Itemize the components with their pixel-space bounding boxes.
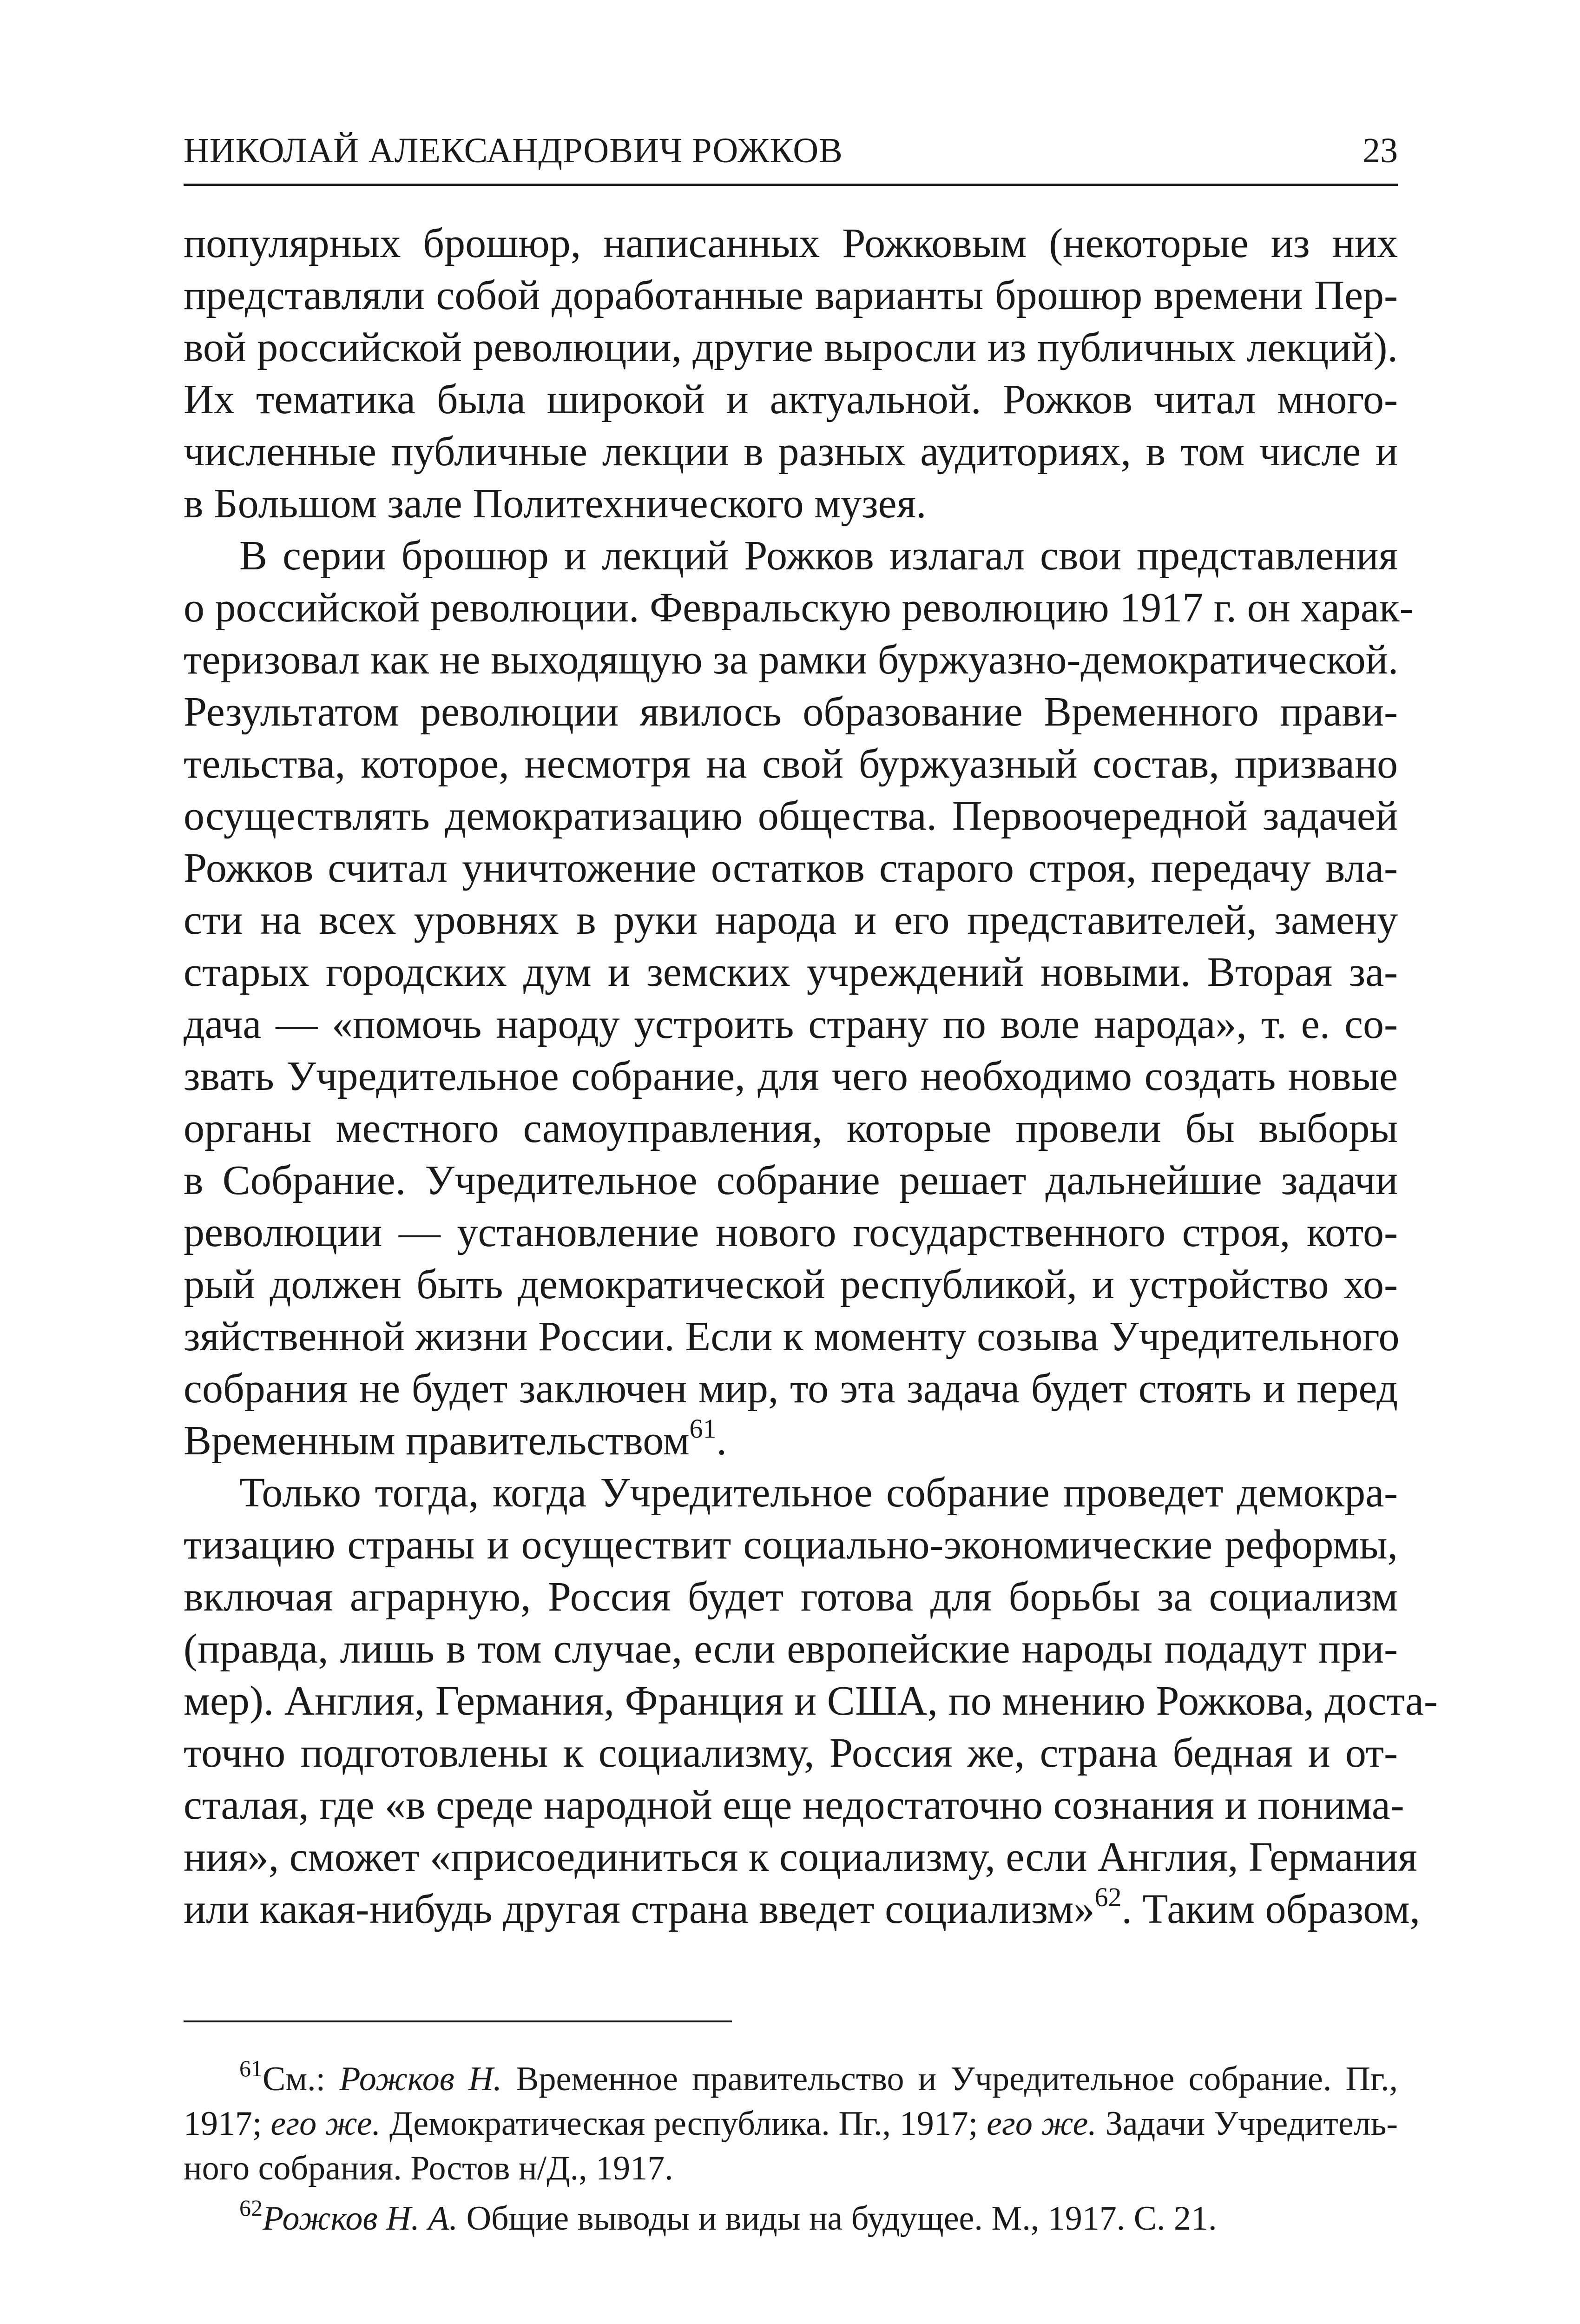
footnote-61-line bbox=[239, 2057, 1398, 2101]
text-line: популярных брошюр, написанных Рожковым (некоторые из них bbox=[184, 220, 1398, 266]
text-line: рый должен быть демократической республикой, и устройство хо- bbox=[184, 1261, 1398, 1307]
text-line: Рожков считал уничтожение остатков старого строя, передачу вла- bbox=[184, 845, 1398, 891]
text-fragment: Временным правительством bbox=[184, 1418, 690, 1464]
text-line: включая аграрную, Россия будет готова для борьбы за социализм bbox=[184, 1574, 1398, 1620]
footnote-separator bbox=[184, 2020, 732, 2022]
text-line: в Собрание. Учредительное собрание решает дальнейшие задачи bbox=[184, 1157, 1398, 1203]
footnote-ref-61[interactable]: 61 bbox=[689, 1413, 717, 1444]
footnote-text: Общие выводы и виды на будущее. М., 1917. С. 21. bbox=[458, 2199, 1217, 2238]
text-line bbox=[184, 1415, 1398, 1467]
text-line: осуществлять демократизацию общества. Первоочередной задачей bbox=[184, 793, 1398, 839]
running-head bbox=[184, 125, 1398, 177]
text-line: Результатом революции явилось образование Временного прави- bbox=[184, 689, 1398, 735]
text-line: теризовал как не выходящую за рамки буржуазно-демократической. bbox=[184, 637, 1399, 683]
text-line: (правда, лишь в том случае, если европейские народы подадут при- bbox=[184, 1626, 1398, 1672]
text-line: зяйственной жизни России. Если к моменту созыва Учредительного bbox=[184, 1314, 1400, 1360]
text-line: дача — «помочь народу устроить страну по воле народа», т. е. со- bbox=[184, 1001, 1398, 1047]
text-line bbox=[184, 1882, 1421, 1935]
text-line: революции — установление нового государственного строя, кото- bbox=[184, 1209, 1398, 1255]
text-line: точно подготовлены к социализму, Россия же, страна бедная и от- bbox=[184, 1730, 1398, 1776]
text-line: Только тогда, когда Учредительное собрание проведет демокра- bbox=[239, 1470, 1398, 1516]
footnote-text: 1917; bbox=[184, 2105, 271, 2143]
page-number: 23 bbox=[1363, 131, 1398, 170]
footnote-author: Рожков Н. bbox=[339, 2060, 502, 2098]
text-line: сти на всех уровнях в руки народа и его представителей, замену bbox=[184, 897, 1398, 943]
text-fragment: . bbox=[716, 1418, 727, 1464]
text-line: В серии брошюр и лекций Рожков излагал свои представления bbox=[239, 533, 1398, 579]
text-line: собрания не будет заключен мир, то эта задача будет стоять и перед bbox=[184, 1366, 1398, 1412]
text-fragment: . Таким образом, bbox=[1121, 1886, 1421, 1932]
text-line: мер). Англия, Германия, Франция и США, по мнению Рожкова, доста- bbox=[184, 1678, 1438, 1724]
footnote-text: Демократическая республика. Пг., 1917; bbox=[381, 2105, 987, 2143]
text-line: в Большом зале Политехнического музея. bbox=[184, 481, 927, 527]
footnote-author: Рожков Н. А. bbox=[263, 2199, 458, 2238]
text-line: тельства, которое, несмотря на свой буржуазный состав, призвано bbox=[184, 741, 1398, 787]
text-line: сталая, где «в среде народной еще недостаточно сознания и понима- bbox=[184, 1782, 1404, 1828]
text-fragment: или какая-нибудь другая страна введет социализм» bbox=[184, 1886, 1095, 1932]
header-rule bbox=[184, 184, 1398, 186]
text-line: Их тематика была широкой и актуальной. Рожков читал много- bbox=[184, 376, 1398, 423]
text-line: ния», сможет «присоединиться к социализму, если Англия, Германия bbox=[184, 1834, 1417, 1880]
footnote-text: Задачи Учредитель- bbox=[1096, 2105, 1398, 2143]
text-line: старых городских дум и земских учреждений новыми. Вторая за- bbox=[184, 949, 1398, 995]
text-line: представляли собой доработанные варианты брошюр времени Пер- bbox=[184, 272, 1398, 318]
footnote-author: его же. bbox=[270, 2105, 381, 2143]
footnote-author: его же. bbox=[987, 2105, 1097, 2143]
text-line: вой российской революции, другие выросли из публичных лекций). bbox=[184, 324, 1398, 370]
footnote-ref-62[interactable]: 62 bbox=[1094, 1882, 1122, 1912]
text-line: численные публичные лекции в разных аудиториях, в том числе и bbox=[184, 429, 1398, 475]
footnote-text: См.: bbox=[263, 2060, 340, 2098]
footnote-61-line bbox=[184, 2101, 1398, 2146]
footnote-62-line bbox=[239, 2196, 1398, 2241]
footnote-number: 62 bbox=[239, 2195, 263, 2221]
running-head-title: НИКОЛАЙ АЛЕКСАНДРОВИЧ РОЖКОВ bbox=[184, 131, 843, 170]
text-line: о российской революции. Февральскую революцию 1917 г. он харак- bbox=[184, 585, 1414, 631]
footnote-text: Временное правительство и Учредительное собрание. Пг., bbox=[501, 2060, 1398, 2098]
text-line: тизацию страны и осуществит социально-экономические реформы, bbox=[184, 1522, 1398, 1568]
footnote-number: 61 bbox=[239, 2055, 263, 2081]
footnote-61-line: ного собрания. Ростов н/Д., 1917. bbox=[184, 2149, 673, 2187]
text-line: звать Учредительное собрание, для чего необходимо создать новые bbox=[184, 1053, 1398, 1099]
text-line: органы местного самоуправления, которые провели бы выборы bbox=[184, 1105, 1398, 1151]
